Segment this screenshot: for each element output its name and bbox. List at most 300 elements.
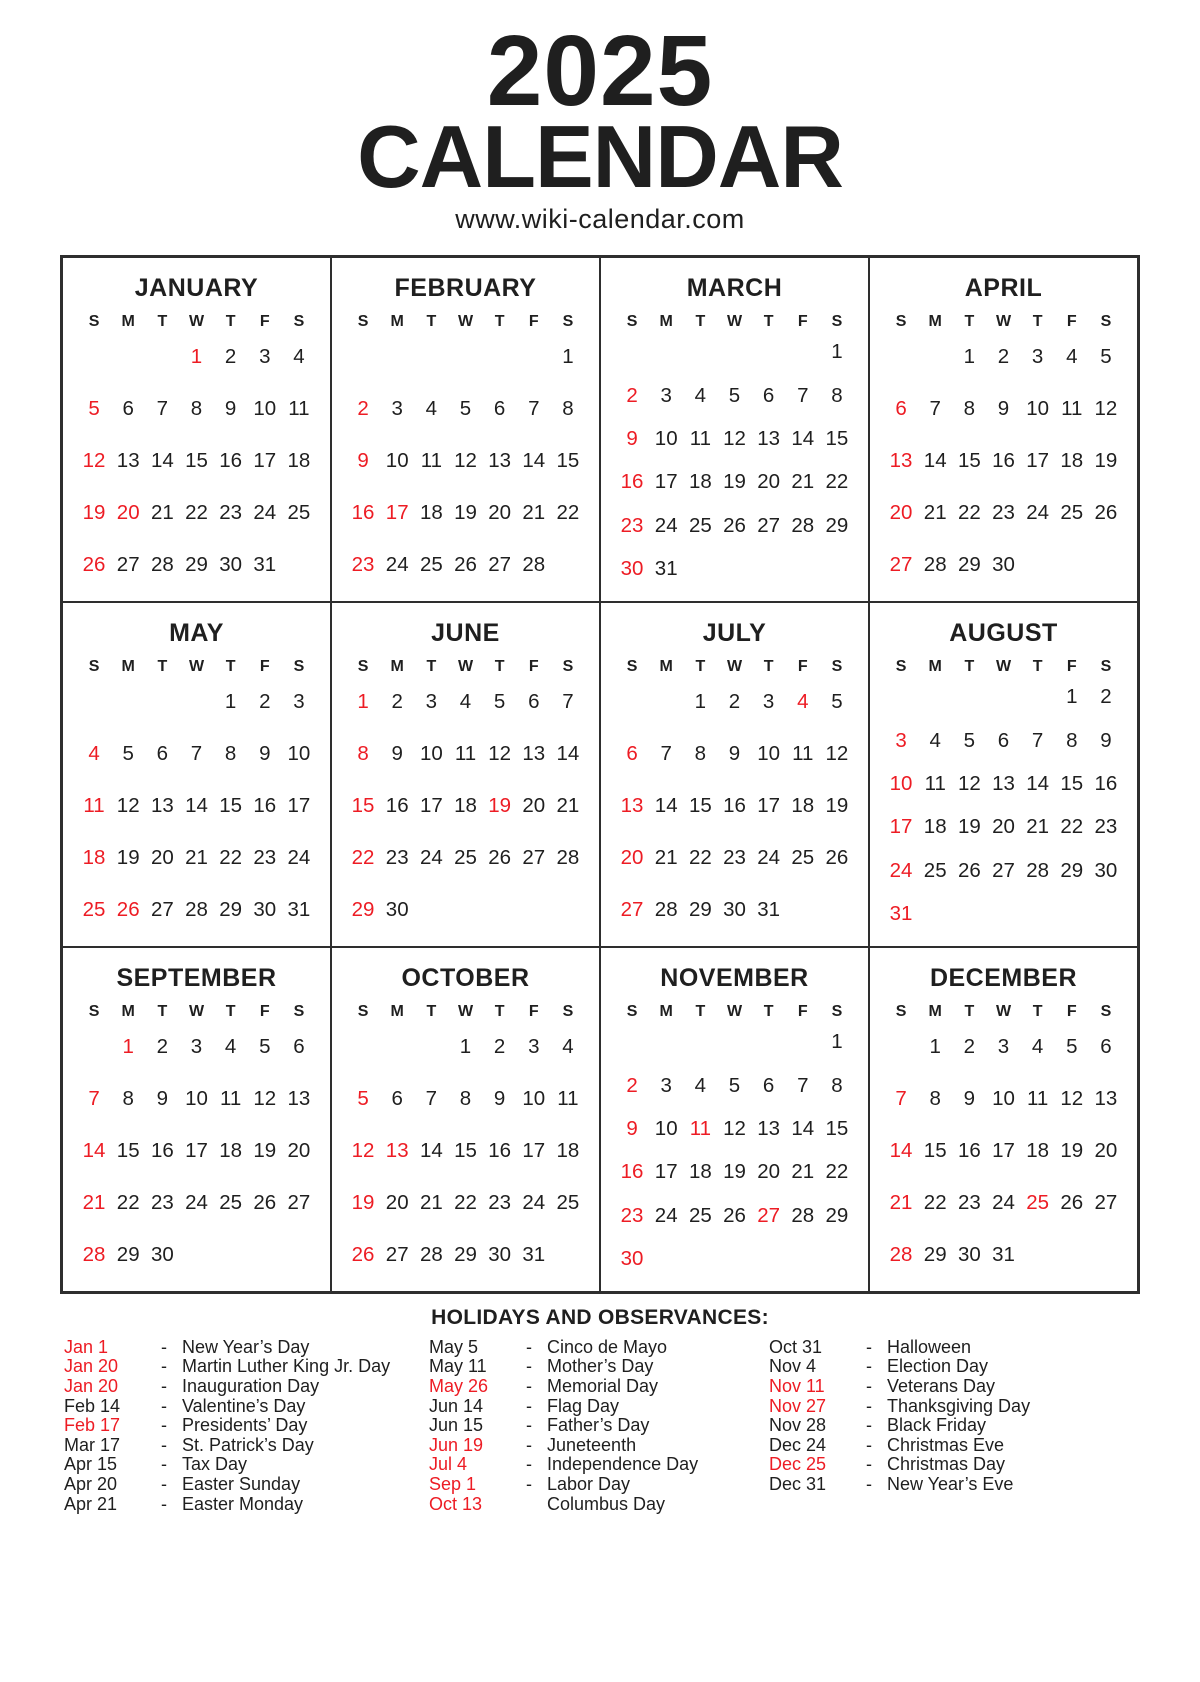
holiday-date: Apr 15 bbox=[64, 1454, 118, 1475]
day-cell: 17 bbox=[287, 793, 311, 817]
week-row bbox=[884, 729, 1123, 753]
day-cell: 27 bbox=[287, 1190, 311, 1214]
day-cell: 3 bbox=[425, 689, 438, 713]
month-weeks bbox=[346, 1021, 585, 1281]
weekday-label: F bbox=[528, 1002, 539, 1020]
day-cell: 27 bbox=[385, 1242, 409, 1266]
day-cell: 25 bbox=[287, 500, 311, 524]
holiday-date: Jun 15 bbox=[429, 1415, 484, 1436]
day-cell: 24 bbox=[385, 552, 409, 576]
day-cell: 27 bbox=[150, 897, 174, 921]
day-cell: 9 bbox=[1100, 728, 1112, 752]
day-cell: 2 bbox=[963, 1034, 976, 1058]
holiday-separator: - bbox=[161, 1415, 167, 1436]
day-cell: 29 bbox=[185, 552, 208, 576]
day-cell: 29 bbox=[688, 897, 712, 921]
day-cell: 18 bbox=[556, 1138, 580, 1162]
holiday-separator: - bbox=[866, 1434, 872, 1455]
day-cell: 2 bbox=[224, 344, 237, 368]
week-row bbox=[77, 345, 316, 369]
holiday-separator: - bbox=[161, 1454, 167, 1475]
day-cell: 6 bbox=[528, 689, 540, 713]
day-cell: 24 bbox=[522, 1190, 546, 1214]
day-cell: 17 bbox=[419, 793, 443, 817]
weekday-label: W bbox=[726, 657, 743, 675]
weekday-label: M bbox=[121, 657, 135, 675]
week-row bbox=[77, 1087, 316, 1111]
day-cell: 16 bbox=[351, 500, 375, 524]
holiday-date: May 11 bbox=[429, 1356, 487, 1377]
week-row bbox=[884, 1035, 1123, 1059]
day-cell: 8 bbox=[122, 1086, 134, 1110]
month-weeks bbox=[884, 1021, 1123, 1281]
weekday-label: M bbox=[928, 312, 942, 330]
holiday-date: Feb 17 bbox=[64, 1415, 121, 1436]
holiday-separator: - bbox=[161, 1375, 167, 1396]
holiday-item bbox=[64, 1455, 429, 1475]
day-cell: 8 bbox=[1066, 728, 1078, 752]
holiday-item bbox=[64, 1397, 429, 1417]
holiday-item bbox=[64, 1416, 429, 1436]
day-cell: 2 bbox=[391, 689, 403, 713]
day-cell: 25 bbox=[791, 845, 815, 869]
holidays-column-3 bbox=[769, 1338, 1149, 1495]
weekday-label: F bbox=[528, 657, 539, 675]
day-cell: 30 bbox=[150, 1242, 174, 1266]
weekday-label: W bbox=[995, 1002, 1012, 1020]
day-cell: 24 bbox=[654, 1203, 678, 1227]
day-cell: 23 bbox=[957, 1190, 981, 1214]
day-cell: 28 bbox=[185, 897, 208, 921]
weekday-label: M bbox=[928, 1002, 942, 1020]
day-cell: 1 bbox=[190, 344, 203, 368]
day-cell: 6 bbox=[1100, 1034, 1112, 1058]
day-cell: 4 bbox=[1066, 344, 1078, 368]
day-cell: 22 bbox=[825, 1160, 849, 1184]
week-row bbox=[615, 1247, 854, 1271]
day-cell: 10 bbox=[419, 741, 443, 765]
week-row bbox=[346, 794, 585, 818]
holiday-name: Black Friday bbox=[887, 1415, 987, 1436]
day-cell: 20 bbox=[620, 845, 644, 869]
month-title: SEPTEMBER bbox=[116, 963, 277, 992]
day-cell: 6 bbox=[762, 1073, 775, 1097]
day-cell: 18 bbox=[1060, 448, 1084, 472]
day-cell: 23 bbox=[620, 1203, 644, 1227]
holiday-item bbox=[429, 1455, 769, 1475]
day-cell: 17 bbox=[654, 1160, 678, 1184]
month-title: DECEMBER bbox=[929, 963, 1078, 992]
day-cell: 8 bbox=[357, 741, 369, 765]
holiday-name: New Year’s Eve bbox=[887, 1473, 1014, 1494]
weekday-label: F bbox=[1066, 657, 1077, 675]
holiday-separator: - bbox=[526, 1454, 532, 1475]
day-cell: 10 bbox=[1026, 396, 1050, 420]
day-cell: 10 bbox=[757, 741, 781, 765]
holiday-name: Valentine’s Day bbox=[182, 1395, 306, 1416]
month-title: OCTOBER bbox=[401, 963, 530, 992]
month-title: JULY bbox=[702, 618, 767, 647]
week-row bbox=[615, 557, 854, 581]
day-cell: 29 bbox=[923, 1242, 947, 1266]
week-row bbox=[77, 898, 316, 922]
holiday-date: Sep 1 bbox=[429, 1473, 477, 1494]
weekday-header-row bbox=[77, 1003, 316, 1021]
day-cell: 19 bbox=[454, 500, 477, 524]
day-cell: 1 bbox=[929, 1034, 941, 1058]
week-row bbox=[884, 501, 1123, 525]
day-cell: 19 bbox=[116, 845, 140, 869]
day-cell: 19 bbox=[488, 793, 512, 817]
weekday-label: S bbox=[357, 312, 369, 330]
day-cell: 20 bbox=[116, 500, 140, 524]
weekday-label: S bbox=[895, 657, 907, 675]
weekday-label: M bbox=[659, 657, 673, 675]
holiday-item bbox=[769, 1475, 1149, 1495]
day-cell: 26 bbox=[488, 845, 512, 869]
weekday-header-row bbox=[346, 658, 585, 676]
weekday-label: W bbox=[457, 1002, 474, 1020]
holiday-separator: - bbox=[161, 1434, 167, 1455]
holiday-separator: - bbox=[526, 1356, 532, 1377]
day-cell: 21 bbox=[82, 1190, 106, 1214]
day-cell: 26 bbox=[957, 858, 981, 882]
holiday-separator: - bbox=[866, 1454, 872, 1475]
day-cell: 13 bbox=[488, 448, 512, 472]
day-cell: 10 bbox=[522, 1086, 546, 1110]
week-row bbox=[346, 1139, 585, 1163]
day-cell: 28 bbox=[1026, 858, 1050, 882]
day-cell: 18 bbox=[791, 793, 815, 817]
day-cell: 5 bbox=[259, 1034, 271, 1058]
day-cell: 29 bbox=[454, 1242, 477, 1266]
holiday-date: Jan 1 bbox=[64, 1336, 109, 1357]
day-cell: 16 bbox=[219, 448, 243, 472]
weekday-label: F bbox=[528, 312, 539, 330]
holiday-name: Election Day bbox=[887, 1356, 989, 1377]
holiday-date: May 26 bbox=[429, 1375, 489, 1396]
day-cell: 23 bbox=[253, 845, 277, 869]
holiday-date: Feb 14 bbox=[64, 1395, 121, 1416]
day-cell: 11 bbox=[454, 741, 477, 765]
day-cell: 22 bbox=[825, 470, 849, 494]
holiday-separator: - bbox=[526, 1395, 532, 1416]
weekday-label: S bbox=[357, 1002, 369, 1020]
page-header bbox=[0, 0, 1200, 235]
month-title: JUNE bbox=[431, 618, 500, 647]
week-row bbox=[884, 1191, 1123, 1215]
day-cell: 20 bbox=[889, 500, 913, 524]
day-cell: 7 bbox=[425, 1086, 438, 1110]
day-cell: 11 bbox=[792, 741, 814, 765]
day-cell: 11 bbox=[83, 793, 105, 817]
day-cell: 21 bbox=[185, 845, 208, 869]
day-cell: 22 bbox=[923, 1190, 947, 1214]
holiday-name: Easter Sunday bbox=[182, 1473, 301, 1494]
week-row bbox=[884, 1139, 1123, 1163]
day-cell: 3 bbox=[660, 1073, 672, 1097]
weekday-label: M bbox=[390, 312, 404, 330]
weekday-label: T bbox=[964, 1002, 975, 1020]
holiday-item bbox=[64, 1338, 429, 1358]
holiday-item bbox=[429, 1495, 769, 1515]
weekday-label: S bbox=[562, 657, 574, 675]
day-cell: 25 bbox=[688, 1203, 712, 1227]
day-cell: 9 bbox=[626, 1117, 638, 1141]
day-cell: 19 bbox=[723, 470, 746, 494]
weekday-label: M bbox=[121, 312, 135, 330]
month-july bbox=[600, 602, 869, 947]
week-row bbox=[77, 397, 316, 421]
holiday-name: New Year’s Day bbox=[182, 1336, 310, 1357]
holiday-separator: - bbox=[866, 1375, 872, 1396]
day-cell: 19 bbox=[1060, 1138, 1084, 1162]
month-weeks bbox=[615, 676, 854, 936]
week-row bbox=[77, 794, 316, 818]
weekday-label: W bbox=[188, 657, 205, 675]
day-cell: 3 bbox=[895, 728, 907, 752]
month-weeks bbox=[346, 331, 585, 591]
day-cell: 13 bbox=[620, 793, 644, 817]
day-cell: 13 bbox=[522, 741, 546, 765]
day-cell: 22 bbox=[351, 845, 375, 869]
week-row bbox=[346, 846, 585, 870]
day-cell: 13 bbox=[889, 448, 913, 472]
holiday-name: Columbus Day bbox=[547, 1493, 666, 1514]
holiday-item bbox=[429, 1416, 769, 1436]
day-cell: 25 bbox=[923, 858, 947, 882]
weekday-label: T bbox=[426, 657, 437, 675]
day-cell: 20 bbox=[1094, 1138, 1118, 1162]
day-cell: 30 bbox=[219, 552, 243, 576]
day-cell: 1 bbox=[831, 1030, 843, 1054]
day-cell: 25 bbox=[688, 513, 712, 537]
week-row bbox=[615, 794, 854, 818]
day-cell: 27 bbox=[116, 552, 140, 576]
day-cell: 27 bbox=[488, 552, 512, 576]
day-cell: 6 bbox=[493, 396, 506, 420]
day-cell: 23 bbox=[992, 500, 1015, 524]
weekday-label: S bbox=[626, 1002, 638, 1020]
day-cell: 16 bbox=[620, 470, 644, 494]
week-row bbox=[615, 1160, 854, 1184]
holiday-date: Jan 20 bbox=[64, 1375, 119, 1396]
month-title: FEBRUARY bbox=[394, 273, 537, 302]
day-cell: 13 bbox=[757, 1117, 781, 1141]
weekday-header-row bbox=[615, 658, 854, 676]
day-cell: 5 bbox=[357, 1086, 369, 1110]
day-cell: 14 bbox=[791, 1117, 815, 1141]
day-cell: 31 bbox=[522, 1242, 546, 1266]
day-cell: 9 bbox=[357, 448, 369, 472]
week-row bbox=[77, 742, 316, 766]
weekday-label: S bbox=[88, 312, 100, 330]
day-cell: 4 bbox=[797, 689, 809, 713]
holiday-date: Apr 20 bbox=[64, 1473, 118, 1494]
weekday-label: T bbox=[1032, 1002, 1043, 1020]
day-cell: 16 bbox=[385, 793, 409, 817]
weekday-label: S bbox=[357, 657, 369, 675]
day-cell: 14 bbox=[556, 741, 580, 765]
week-row bbox=[77, 1139, 316, 1163]
day-cell: 21 bbox=[654, 845, 678, 869]
day-cell: 29 bbox=[116, 1242, 140, 1266]
day-cell: 3 bbox=[660, 383, 672, 407]
day-cell: 20 bbox=[522, 793, 546, 817]
day-cell: 24 bbox=[992, 1190, 1015, 1214]
day-cell: 18 bbox=[287, 448, 311, 472]
day-cell: 14 bbox=[654, 793, 678, 817]
day-cell: 23 bbox=[488, 1190, 512, 1214]
weekday-header-row bbox=[884, 313, 1123, 331]
holiday-separator: - bbox=[526, 1375, 532, 1396]
day-cell: 22 bbox=[957, 500, 981, 524]
day-cell: 8 bbox=[694, 741, 707, 765]
week-row bbox=[615, 384, 854, 408]
holidays-heading: HOLIDAYS AND OBSERVANCES: bbox=[431, 1305, 769, 1329]
day-cell: 20 bbox=[488, 500, 512, 524]
weekday-label: S bbox=[1100, 657, 1112, 675]
day-cell: 26 bbox=[1094, 500, 1118, 524]
weekday-header-row bbox=[346, 1003, 585, 1021]
day-cell: 4 bbox=[459, 689, 472, 713]
holiday-item bbox=[429, 1357, 769, 1377]
day-cell: 5 bbox=[963, 728, 976, 752]
holiday-name: Veterans Day bbox=[887, 1375, 996, 1396]
week-row bbox=[346, 742, 585, 766]
month-september bbox=[62, 947, 331, 1292]
day-cell: 2 bbox=[156, 1034, 169, 1058]
holiday-separator: - bbox=[161, 1473, 167, 1494]
weekday-label: F bbox=[259, 1002, 270, 1020]
month-october bbox=[331, 947, 600, 1292]
day-cell: 9 bbox=[493, 1086, 506, 1110]
holiday-separator: - bbox=[526, 1434, 532, 1455]
day-cell: 25 bbox=[1026, 1190, 1050, 1214]
months-grid bbox=[60, 255, 1140, 1294]
holiday-separator: - bbox=[866, 1415, 872, 1436]
day-cell: 1 bbox=[963, 344, 976, 368]
day-cell: 18 bbox=[419, 500, 443, 524]
week-row bbox=[346, 1191, 585, 1215]
holiday-name: Tax Day bbox=[182, 1454, 248, 1475]
day-cell: 18 bbox=[688, 1160, 712, 1184]
month-title: APRIL bbox=[964, 273, 1043, 302]
day-cell: 12 bbox=[825, 741, 849, 765]
weekday-label: S bbox=[88, 657, 100, 675]
day-cell: 31 bbox=[889, 902, 913, 926]
day-cell: 25 bbox=[219, 1190, 243, 1214]
day-cell: 7 bbox=[190, 741, 203, 765]
holiday-item bbox=[769, 1377, 1149, 1397]
day-cell: 15 bbox=[825, 427, 849, 451]
day-cell: 7 bbox=[528, 396, 540, 420]
weekday-header-row bbox=[77, 658, 316, 676]
holiday-separator: - bbox=[866, 1395, 872, 1416]
weekday-label: T bbox=[695, 1002, 706, 1020]
holiday-separator: - bbox=[866, 1356, 872, 1377]
day-cell: 27 bbox=[757, 513, 781, 537]
day-cell: 8 bbox=[459, 1086, 472, 1110]
holidays-column-2 bbox=[429, 1338, 769, 1514]
holiday-item bbox=[429, 1475, 769, 1495]
weekday-label: S bbox=[831, 657, 843, 675]
day-cell: 4 bbox=[694, 383, 707, 407]
holiday-separator: - bbox=[161, 1356, 167, 1377]
day-cell: 21 bbox=[1026, 815, 1050, 839]
day-cell: 7 bbox=[1031, 728, 1044, 752]
month-weeks bbox=[615, 1021, 854, 1281]
holiday-item bbox=[429, 1338, 769, 1358]
day-cell: 4 bbox=[694, 1073, 707, 1097]
day-cell: 7 bbox=[797, 1073, 809, 1097]
day-cell: 28 bbox=[654, 897, 678, 921]
weekday-label: T bbox=[1032, 657, 1043, 675]
day-cell: 18 bbox=[454, 793, 477, 817]
day-cell: 6 bbox=[762, 383, 775, 407]
week-row bbox=[346, 345, 585, 369]
day-cell: 16 bbox=[488, 1138, 512, 1162]
holiday-date: Jul 4 bbox=[429, 1454, 468, 1475]
day-cell: 26 bbox=[116, 897, 140, 921]
day-cell: 28 bbox=[889, 1242, 913, 1266]
day-cell: 12 bbox=[351, 1138, 375, 1162]
holiday-separator: - bbox=[866, 1473, 872, 1494]
holiday-name: Mother’s Day bbox=[547, 1356, 654, 1377]
day-cell: 21 bbox=[556, 793, 580, 817]
month-weeks bbox=[346, 676, 585, 936]
day-cell: 19 bbox=[1094, 448, 1118, 472]
day-cell: 24 bbox=[287, 845, 311, 869]
month-weeks bbox=[884, 331, 1123, 591]
weekday-label: T bbox=[763, 1002, 774, 1020]
holiday-item bbox=[769, 1436, 1149, 1456]
day-cell: 14 bbox=[889, 1138, 913, 1162]
day-cell: 26 bbox=[82, 552, 106, 576]
day-cell: 4 bbox=[929, 728, 941, 752]
day-cell: 9 bbox=[224, 396, 237, 420]
holiday-separator bbox=[511, 1495, 547, 1515]
holiday-date: Mar 17 bbox=[64, 1434, 121, 1455]
holidays-columns bbox=[0, 1338, 1200, 1514]
day-cell: 26 bbox=[351, 1242, 375, 1266]
day-cell: 19 bbox=[723, 1160, 746, 1184]
weekday-label: F bbox=[259, 657, 270, 675]
day-cell: 5 bbox=[728, 383, 741, 407]
weekday-label: S bbox=[1100, 312, 1112, 330]
day-cell: 20 bbox=[757, 470, 781, 494]
holiday-date: Apr 21 bbox=[64, 1493, 118, 1514]
day-cell: 2 bbox=[493, 1034, 506, 1058]
week-row bbox=[884, 553, 1123, 577]
month-title: NOVEMBER bbox=[660, 963, 809, 992]
day-cell: 1 bbox=[694, 689, 707, 713]
day-cell: 31 bbox=[253, 552, 277, 576]
holiday-date: Nov 11 bbox=[769, 1375, 825, 1396]
day-cell: 11 bbox=[420, 448, 442, 472]
day-cell: 26 bbox=[723, 513, 746, 537]
day-cell: 8 bbox=[190, 396, 203, 420]
week-row bbox=[77, 1035, 316, 1059]
weekday-label: T bbox=[1032, 312, 1043, 330]
weekday-label: M bbox=[390, 1002, 404, 1020]
day-cell: 9 bbox=[156, 1086, 169, 1110]
holiday-name: Martin Luther King Jr. Day bbox=[182, 1356, 391, 1377]
day-cell: 27 bbox=[620, 897, 644, 921]
holiday-name: Labor Day bbox=[547, 1473, 631, 1494]
holiday-date: Nov 28 bbox=[769, 1415, 827, 1436]
day-cell: 8 bbox=[562, 396, 574, 420]
